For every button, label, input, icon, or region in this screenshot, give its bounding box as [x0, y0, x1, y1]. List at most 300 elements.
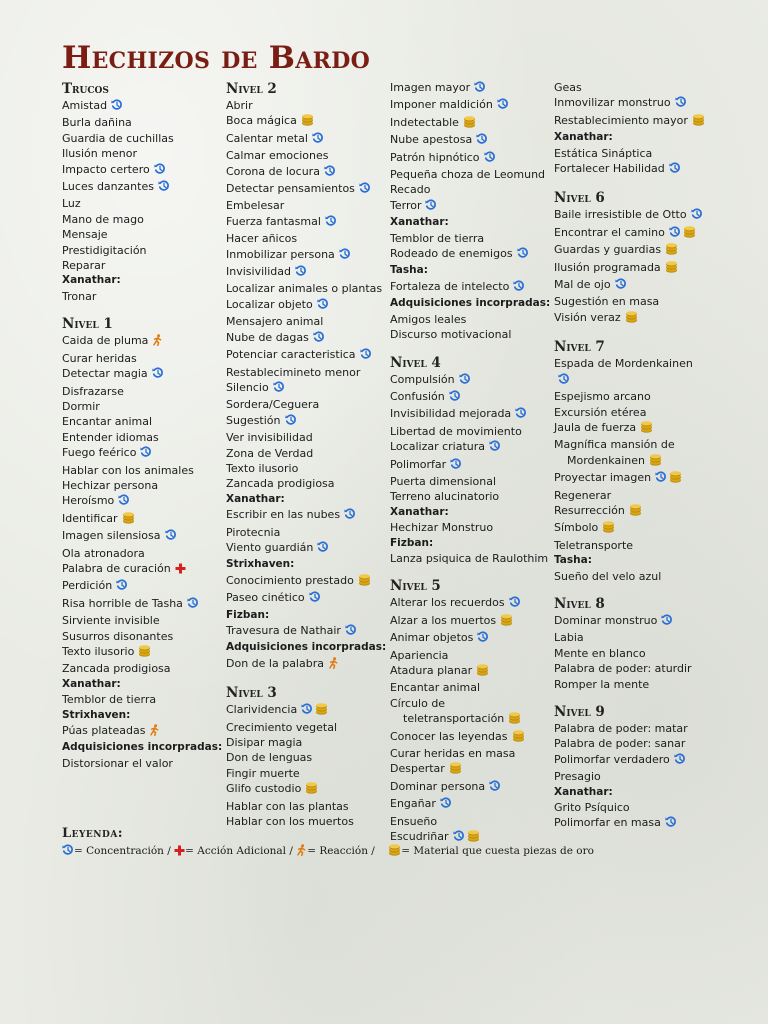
- source-label: [390, 536, 550, 551]
- spell-name: Libertad de movimiento: [390, 424, 522, 438]
- spell-item: [554, 646, 714, 661]
- spell-item: [226, 347, 386, 364]
- spell-item: [62, 661, 222, 676]
- spell-item: [62, 561, 222, 578]
- source-name: Fizban:: [390, 536, 434, 549]
- spell-item: [62, 414, 222, 429]
- spell-name: Labia: [554, 631, 584, 645]
- spell-item: [554, 752, 714, 769]
- spell-name: Ensueño: [390, 814, 438, 828]
- section-heading: Nivel 8: [554, 595, 605, 612]
- spell-item: [554, 736, 714, 751]
- gold-coins-icon: [449, 762, 462, 778]
- spell-item: [390, 115, 550, 132]
- spell-item: [554, 225, 714, 242]
- gold-coins-icon: [388, 844, 401, 859]
- concentration-icon: [285, 414, 297, 430]
- spell-item: [226, 720, 386, 735]
- spell-column-4: [554, 80, 714, 833]
- spell-item: [390, 551, 550, 566]
- spell-item: [62, 430, 222, 445]
- spell-name: Geas: [554, 81, 582, 94]
- spell-name: Espejismo arcano: [554, 390, 651, 404]
- spell-name: Animar objetos: [390, 631, 474, 645]
- spell-item: [62, 756, 222, 771]
- spell-item: [226, 750, 386, 765]
- spell-name: Fingir muerte: [226, 766, 300, 780]
- spell-item: [554, 453, 714, 470]
- section-heading: Nivel 2: [226, 81, 277, 97]
- spell-item: [62, 98, 222, 115]
- spell-item: [554, 242, 714, 259]
- concentration-icon: [317, 541, 329, 557]
- spell-name: Silencio: [226, 380, 269, 394]
- gold-coins-icon: [665, 261, 678, 277]
- spell-name: Invisivilidad: [226, 265, 291, 279]
- spell-item: [62, 511, 222, 528]
- spell-item: [226, 540, 386, 557]
- spell-name: Detectar pensamientos: [226, 182, 355, 196]
- spell-item: [226, 264, 386, 281]
- spell-name: Hechizar Monstruo: [390, 521, 494, 535]
- spell-item: [62, 613, 222, 628]
- spell-name: Teletransporte: [554, 538, 634, 552]
- source-name: Tasha:: [554, 554, 592, 567]
- section-heading: Nivel 3: [226, 685, 277, 702]
- spell-name: Fortaleza de intelecto: [390, 279, 510, 293]
- spell-name: Hacer añicos: [226, 232, 298, 246]
- spell-item: [390, 132, 550, 149]
- spell-item: [62, 146, 222, 161]
- gold-coins-icon: [122, 512, 135, 528]
- concentration-icon: [295, 265, 307, 281]
- spell-item: [390, 595, 550, 612]
- spell-name: Texto ilusorio: [226, 461, 299, 475]
- concentration-icon: [140, 446, 152, 462]
- spell-item: [554, 569, 714, 584]
- section-heading: Nivel 6: [554, 190, 605, 207]
- spell-item: [62, 399, 222, 414]
- concentration-icon: [669, 162, 681, 178]
- concentration-icon: [669, 226, 681, 242]
- reaction-icon: [149, 724, 160, 740]
- spell-name: Perdición: [62, 579, 113, 593]
- spell-list: [390, 372, 550, 567]
- spell-section: [390, 80, 550, 343]
- section-heading: Nivel 1: [62, 316, 113, 333]
- gold-coins-icon: [476, 664, 489, 680]
- concentration-icon: [477, 631, 489, 647]
- gold-coins-icon: [305, 782, 318, 798]
- spell-item: [62, 546, 222, 561]
- spell-name: Mensajero animal: [226, 315, 324, 329]
- spell-item: [62, 351, 222, 366]
- spell-item: [554, 470, 714, 487]
- spell-name: Dominar monstruo: [554, 613, 658, 627]
- spell-item: [62, 131, 222, 146]
- spell-name: Distorsionar el valor: [62, 756, 173, 770]
- spell-name: Puerta dimensional: [390, 474, 497, 488]
- spell-name: Ilusión menor: [62, 147, 137, 161]
- concentration-icon: [62, 844, 74, 859]
- spell-name: Círculo de: [390, 696, 446, 710]
- reaction-icon: [152, 334, 163, 350]
- spell-name: Ver invisibilidad: [226, 431, 313, 445]
- spell-item: [390, 696, 550, 711]
- spell-name: Excursión etérea: [554, 405, 647, 419]
- spell-name: Mano de mago: [62, 212, 144, 226]
- spell-item: [554, 207, 714, 224]
- spell-name: Hablar con los muertos: [226, 815, 354, 829]
- concentration-icon: [661, 614, 673, 630]
- source-name: Fizban:: [226, 608, 270, 621]
- section-heading: Nivel 7: [554, 339, 605, 356]
- spell-item: [554, 677, 714, 692]
- spell-item: [390, 372, 550, 389]
- spell-name: Luz: [62, 197, 81, 211]
- spell-name: Estática Sináptica: [554, 146, 653, 160]
- spell-list: [554, 721, 714, 833]
- spell-name: Texto ilusorio: [62, 645, 135, 658]
- spell-item: [554, 389, 714, 404]
- spell-item: [554, 294, 714, 309]
- spell-item: [226, 148, 386, 163]
- spell-name: Localizar animales o plantas: [226, 282, 383, 296]
- spell-item: [554, 95, 714, 112]
- spell-name: Embelesar: [226, 199, 285, 213]
- source-name: Adquisiciones incorpradas:: [390, 297, 551, 310]
- spell-item: [390, 424, 550, 439]
- spell-item: [390, 457, 550, 474]
- source-name: Xanathar:: [390, 505, 449, 518]
- spell-item: [390, 680, 550, 695]
- spell-name: Apariencia: [390, 648, 449, 662]
- gold-coins-icon: [358, 574, 371, 590]
- spell-name: Temblor de tierra: [390, 231, 485, 245]
- concentration-icon: [674, 753, 686, 769]
- spell-item: [226, 365, 386, 380]
- spell-name: Palabra de curación: [62, 561, 171, 575]
- concentration-icon: [450, 458, 462, 474]
- spell-name: Jaula de fuerza: [554, 420, 637, 434]
- spell-name: Nube de dagas: [226, 330, 309, 344]
- spell-list: [226, 702, 386, 829]
- spell-section: [554, 338, 714, 584]
- concentration-icon: [313, 331, 325, 347]
- spell-item: [62, 333, 222, 350]
- spell-section: [390, 354, 550, 567]
- spell-item: [62, 115, 222, 130]
- spell-name: Despertar: [390, 762, 445, 776]
- spell-name: Romper la mente: [554, 677, 650, 691]
- spell-item: [390, 489, 550, 504]
- spell-item: [554, 538, 714, 553]
- spell-item: [226, 430, 386, 445]
- spell-name: Sordera/Ceguera: [226, 398, 320, 412]
- spell-name: Patrón hipnótico: [390, 150, 480, 164]
- spell-item: [226, 330, 386, 347]
- spell-name: Potenciar caracteristica: [226, 348, 356, 362]
- legend-row: [62, 844, 594, 859]
- spell-item: [390, 630, 550, 647]
- spell-list: [554, 207, 714, 327]
- gold-coins-icon: [649, 454, 662, 470]
- spell-item: [390, 389, 550, 406]
- legend-concentration: = Concentración /: [74, 845, 171, 857]
- spell-name: Confusión: [390, 389, 445, 403]
- spell-name: Espada de Mordenkainen: [554, 357, 693, 371]
- reaction-icon: [296, 844, 307, 859]
- spell-item: [226, 573, 386, 590]
- spell-name: Hechizar persona: [62, 478, 159, 492]
- spell-name: Lanza psiquica de Raulothim: [390, 551, 549, 565]
- spell-name: Tronar: [62, 289, 97, 303]
- spell-name: Proyectar imagen: [554, 471, 652, 485]
- gold-coins-icon: [665, 243, 678, 259]
- concentration-icon: [344, 508, 356, 524]
- spell-item: [62, 629, 222, 644]
- source-name: Xanathar:: [62, 677, 121, 690]
- concentration-icon: [312, 132, 324, 148]
- spell-name: Presagio: [554, 770, 601, 784]
- spell-item: [554, 277, 714, 294]
- source-label: [390, 263, 550, 278]
- spell-name: Alzar a los muertos: [390, 613, 497, 627]
- spell-item: [390, 711, 550, 728]
- spell-name: Guardas y guardias: [554, 243, 662, 257]
- spell-name: Hablar con los animales: [62, 463, 194, 477]
- spell-item: [226, 525, 386, 540]
- concentration-icon: [517, 247, 529, 263]
- spell-item: [226, 446, 386, 461]
- source-name: Xanathar:: [554, 131, 613, 144]
- source-label: [554, 785, 714, 800]
- concentration-icon: [325, 215, 337, 231]
- source-label: [390, 296, 550, 311]
- spell-name: Fuego feérico: [62, 446, 137, 460]
- gold-coins-icon: [138, 645, 151, 661]
- spell-item: [554, 613, 714, 630]
- concentration-icon: [187, 597, 199, 613]
- spell-column-2: [226, 80, 386, 829]
- spell-name: Imponer maldición: [390, 98, 493, 112]
- spell-name: Heroísmo: [62, 494, 115, 508]
- spell-item: [554, 146, 714, 161]
- spell-item: [554, 405, 714, 420]
- spell-item: [226, 281, 386, 296]
- spell-item: [390, 150, 550, 167]
- spell-item: [554, 520, 714, 537]
- spell-name: Disipar magia: [226, 736, 303, 750]
- spell-name: Clarividencia: [226, 703, 298, 717]
- spell-name: Mordenkainen: [567, 453, 645, 467]
- spell-name: Localizar criatura: [390, 440, 486, 454]
- spell-item: [226, 781, 386, 798]
- spell-item: [554, 80, 714, 95]
- spell-item: [554, 630, 714, 645]
- spell-name: Burla dañina: [62, 116, 132, 130]
- source-label: [226, 492, 386, 507]
- spell-item: [554, 372, 714, 389]
- spell-item: [390, 746, 550, 761]
- concentration-icon: [474, 81, 486, 97]
- spell-item: [226, 476, 386, 491]
- spell-name: Detectar magia: [62, 367, 148, 381]
- concentration-icon: [459, 373, 471, 389]
- spell-name: Encantar animal: [62, 415, 153, 429]
- spell-name: Dormir: [62, 399, 100, 413]
- source-label: [554, 130, 714, 145]
- spell-item: [62, 366, 222, 383]
- spell-name: Restablecimineto menor: [226, 365, 361, 379]
- spell-item: [390, 167, 550, 182]
- spell-item: [62, 478, 222, 493]
- spell-list: [62, 98, 222, 304]
- spell-item: [554, 260, 714, 277]
- spell-column-3: [390, 80, 550, 846]
- spell-name: Imagen mayor: [390, 81, 471, 94]
- gold-coins-icon: [301, 114, 314, 130]
- spell-list: [390, 80, 550, 343]
- spell-item: [390, 474, 550, 489]
- source-name: Xanathar:: [390, 216, 449, 229]
- spell-name: Palabra de poder: sanar: [554, 737, 686, 751]
- bonus-action-icon: [175, 563, 186, 578]
- gold-coins-icon: [683, 226, 696, 242]
- source-name: Strixhaven:: [62, 708, 131, 721]
- spell-item: [62, 463, 222, 478]
- spell-item: [390, 182, 550, 197]
- concentration-icon: [615, 278, 627, 294]
- spell-item: [62, 384, 222, 399]
- spell-section: [554, 80, 714, 178]
- spell-section: [62, 315, 222, 771]
- concentration-icon: [154, 163, 166, 179]
- spell-name: Curar heridas: [62, 351, 137, 365]
- source-label: [62, 677, 222, 692]
- source-name: Strixhaven:: [226, 558, 295, 571]
- spell-item: [390, 97, 550, 114]
- spell-name: Boca mágica: [226, 114, 297, 128]
- spell-item: [390, 198, 550, 215]
- spell-item: [62, 162, 222, 179]
- spell-name: Viento guardián: [226, 540, 314, 554]
- spell-item: [226, 164, 386, 181]
- spell-name: Grito Psíquico: [554, 801, 630, 815]
- concentration-icon: [152, 367, 164, 383]
- spell-name: Rodeado de enemigos: [390, 247, 513, 261]
- gold-coins-icon: [692, 114, 705, 130]
- source-label: [226, 557, 386, 572]
- spell-name: Sueño del velo azul: [554, 569, 662, 583]
- spell-item: [390, 327, 550, 342]
- spell-item: [62, 258, 222, 273]
- spell-name: Mente en blanco: [554, 646, 646, 660]
- spell-item: [390, 779, 550, 796]
- spell-item: [226, 799, 386, 814]
- spell-name: Localizar objeto: [226, 297, 313, 311]
- spell-item: [390, 312, 550, 327]
- spell-item: [226, 766, 386, 781]
- spell-name: Ilusión programada: [554, 260, 661, 274]
- spell-name: Zona de Verdad: [226, 446, 314, 460]
- gold-coins-icon: [512, 730, 525, 746]
- spell-name: Hablar con las plantas: [226, 799, 349, 813]
- spell-name: Conocer las leyendas: [390, 729, 508, 743]
- concentration-icon: [425, 199, 437, 215]
- section-heading: Trucos: [62, 81, 109, 97]
- spell-name: Visión veraz: [554, 310, 621, 324]
- spell-name: Don de lenguas: [226, 751, 313, 765]
- spell-item: [554, 437, 714, 452]
- source-name: Tasha:: [390, 264, 428, 277]
- spell-item: [62, 644, 222, 661]
- spell-column-1: [62, 80, 222, 771]
- spell-section: [390, 577, 550, 846]
- gold-coins-icon: [463, 116, 476, 132]
- spell-name: Atadura planar: [390, 664, 473, 677]
- spell-name: Inmobilizar persona: [226, 247, 335, 261]
- spell-name: Glifo custodio: [226, 782, 302, 796]
- spell-name: Zancada prodigiosa: [226, 477, 335, 491]
- spell-item: [226, 113, 386, 130]
- spell-name: Escudriñar: [390, 830, 449, 844]
- spell-name: Palabra de poder: matar: [554, 722, 688, 735]
- spell-item: [226, 247, 386, 264]
- spell-item: [226, 214, 386, 231]
- spell-name: Reparar: [62, 259, 106, 273]
- spell-name: Regenerar: [554, 488, 612, 502]
- spell-item: [62, 578, 222, 595]
- spell-item: [554, 488, 714, 503]
- spell-item: [62, 445, 222, 462]
- spell-name: Magnífica mansión de: [554, 438, 675, 452]
- source-name: Xanathar:: [62, 274, 121, 287]
- spell-item: [226, 656, 386, 673]
- spell-item: [226, 461, 386, 476]
- spell-item: [226, 380, 386, 397]
- concentration-icon: [317, 298, 329, 314]
- gold-coins-icon: [625, 311, 638, 327]
- source-name: Xanathar:: [554, 785, 613, 798]
- concentration-icon: [515, 407, 527, 423]
- spell-name: Dominar persona: [390, 779, 486, 793]
- spell-section: [554, 189, 714, 327]
- spell-item: [390, 761, 550, 778]
- spell-item: [62, 493, 222, 510]
- spell-name: Mal de ojo: [554, 278, 611, 292]
- concentration-icon: [665, 816, 677, 832]
- gold-coins-icon: [508, 712, 521, 728]
- concentration-icon: [116, 579, 128, 595]
- spell-item: [62, 179, 222, 196]
- spell-item: [62, 692, 222, 707]
- spell-item: [390, 80, 550, 97]
- spell-name: Escribir en las nubes: [226, 508, 341, 522]
- source-label: [226, 608, 386, 623]
- spell-list: [226, 98, 386, 673]
- spell-item: [390, 648, 550, 663]
- spell-item: [62, 723, 222, 740]
- concentration-icon: [309, 591, 321, 607]
- spell-item: [62, 289, 222, 304]
- spell-item: [390, 279, 550, 296]
- spell-name: Fortalecer Habilidad: [554, 162, 665, 176]
- spell-name: Zancada prodigiosa: [62, 662, 171, 676]
- spell-name: Disfrazarse: [62, 384, 124, 398]
- spell-item: [62, 596, 222, 613]
- spell-item: [226, 507, 386, 524]
